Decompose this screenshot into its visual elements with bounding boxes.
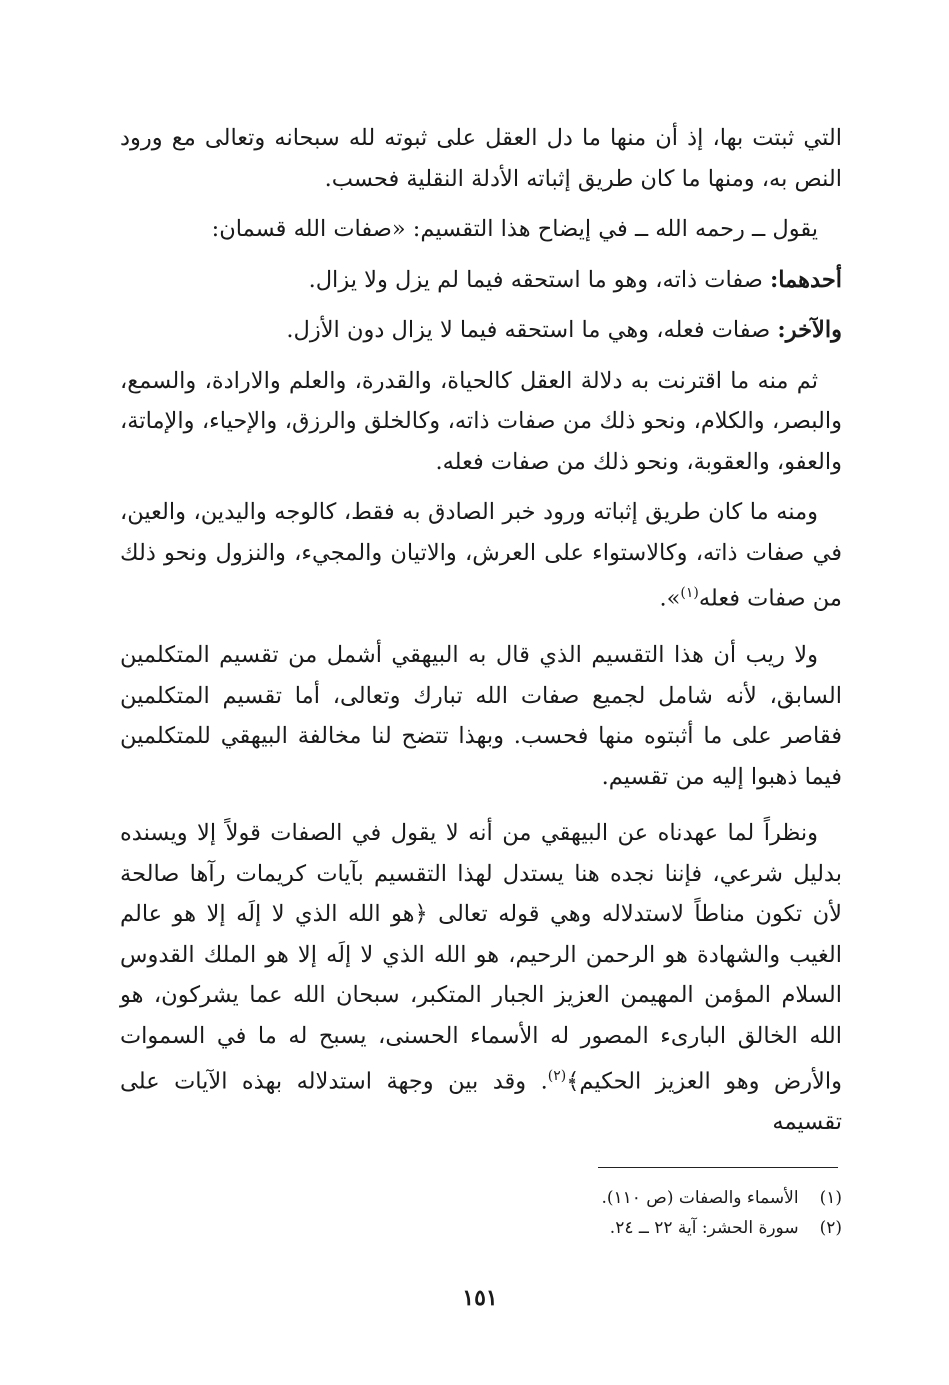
- paragraph-8-end: . وقد بين وجهة استدلاله بهذه الآيات على تقسيمه: [120, 1068, 842, 1135]
- paragraph-1: التي ثبتت بها، إذ أن منها ما دل العقل على ثبوته لله سبحانه وتعالى مع ورود النص به، ومنها ما كان طريق إثباته الأدلة النقلية فحسب.: [120, 125, 842, 192]
- paragraph-6: [120, 492, 842, 619]
- footnote-ref-1: (١): [680, 585, 699, 601]
- paragraph-8: [120, 813, 842, 1143]
- paragraph-6-text: ومنه ما كان طريق إثباته ورود خبر الصادق به فقط، كالوجه واليدين، والعين، في صفات ذاته، وكالاستواء على العرش، والاتيان والمجيء، والنزول ونحو ذلك من صفات فعله: [120, 499, 842, 612]
- first-label: أحدهما:: [769, 266, 842, 293]
- paragraph-8-text: ونظراً لما عهدناه عن البيهقي من أنه لا يقول في الصفات قولاً إلا ويسنده بدليل شرعي، فإننا نجده هنا يستدل لهذا التقسيم بآيات كريمات رآها صالحة لأن تكون مناطاً لاستدلاله وهي قوله تعالى ﴿هو الله الذي لا إلَه إلا هو عالم الغيب والشهادة هو الرحمن الرحيم، هو الله الذي لا إلَه إلا هو الملك القدوس السلام المؤمن المهيمن العزيز الجبار المتكبر، سبحان الله عما يشركون، هو الله الخالق البارىء المصور له الأسماء الحسنى، يسبح له ما في السموات والأرض وهو العزيز الحكيم﴾: [120, 820, 843, 1095]
- footnotes: [500, 1183, 842, 1243]
- page-number: ١٥١: [462, 1285, 498, 1311]
- footnote-2-text: سورة الحشر: آية ٢٢ ــ ٢٤.: [609, 1218, 799, 1238]
- footnote-1-number: (١): [819, 1188, 842, 1208]
- footnote-2-number: (٢): [819, 1218, 842, 1238]
- footnote-2: [500, 1213, 842, 1243]
- footnote-1-text: الأسماء والصفات (ص ١١٠).: [601, 1188, 799, 1208]
- paragraph-5: ثم منه ما اقترنت به دلالة العقل كالحياة، والقدرة، والعلم والارادة، والسمع، والبصر، والكلام، ونحو ذلك من صفات ذاته، وكالخلق والرزق، والإحياء، والإماتة، والعفو، والعقوبة، ونحو ذلك من صفات فعله.: [120, 367, 842, 475]
- paragraph-4: [120, 310, 842, 351]
- footnote-divider: [598, 1167, 838, 1168]
- paragraph-7: ولا ريب أن هذا التقسيم الذي قال به البيهقي أشمل من تقسيم المتكلمين السابق، لأنه شامل لجميع صفات الله تبارك وتعالى، أما تقسيم المتكلمين فقاصر على ما أثبتوه منها فحسب. وبهذا تتضح لنا مخالفة البيهقي للمتكلمين فيما ذهبوا إليه من تقسيم.: [120, 642, 842, 790]
- first-text: صفات ذاته، وهو ما استحقه فيما لم يزل ولا يزال.: [308, 266, 763, 293]
- paragraph-2: يقول ــ رحمه الله ــ في إيضاح هذا التقسيم: «صفات الله قسمان:: [211, 216, 818, 242]
- footnote-ref-2: (٢): [547, 1068, 567, 1084]
- second-label: والآخر:: [777, 317, 842, 343]
- footnote-1: [500, 1183, 842, 1213]
- second-text: صفات فعله، وهي ما استحقه فيما لا يزال دون الأزل.: [286, 317, 771, 343]
- paragraph-3: [120, 260, 842, 301]
- paragraph-6-end: ».: [659, 585, 681, 612]
- main-text: [120, 118, 842, 1143]
